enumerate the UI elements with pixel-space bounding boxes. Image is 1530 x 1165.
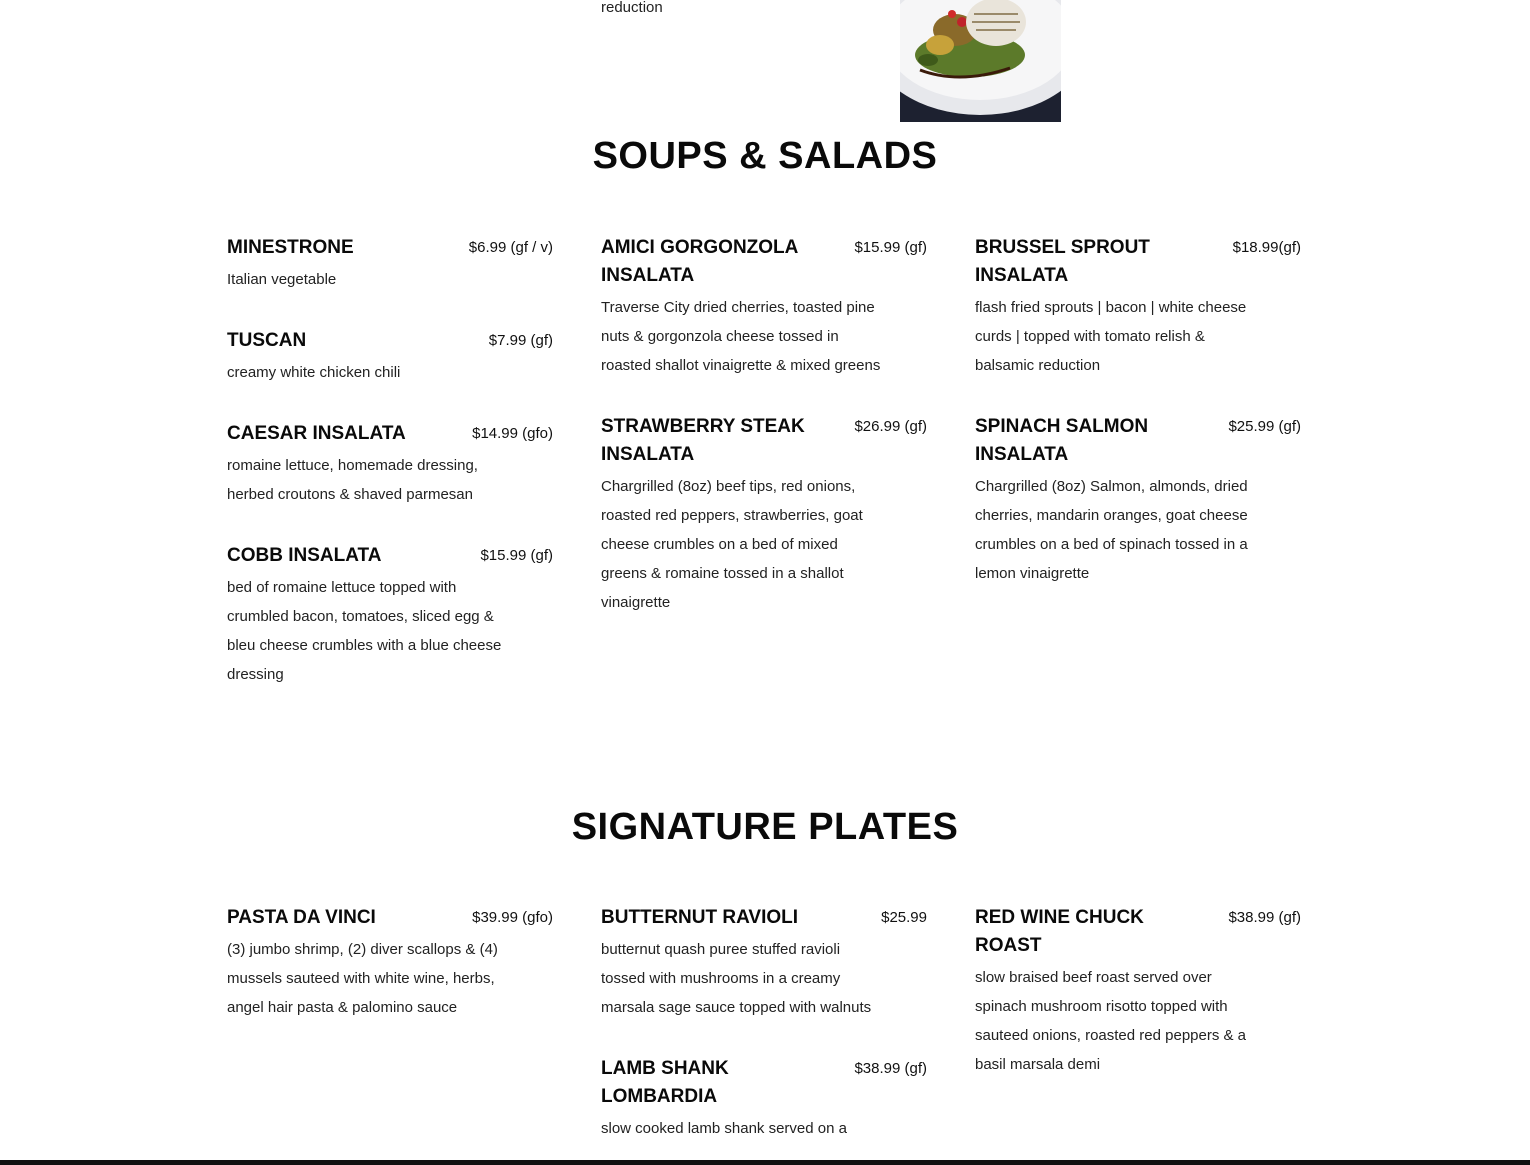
menu-column bbox=[227, 904, 553, 1143]
menu-column bbox=[601, 904, 927, 1143]
item-name: MINESTRONE bbox=[227, 237, 354, 258]
item-price: $26.99 (gf) bbox=[854, 418, 927, 435]
item-price: $14.99 (gfo) bbox=[472, 425, 553, 442]
menu-grid-signature-plates bbox=[227, 904, 1303, 1143]
menu-column bbox=[227, 234, 553, 689]
bottom-edge-bar bbox=[0, 1160, 1530, 1165]
menu-item bbox=[601, 413, 927, 617]
item-description: slow braised beef roast served over spinach mushroom risotto topped with sauteed onions, roasted red peppers & a basil marsala demi bbox=[975, 969, 1247, 1073]
previous-section-fragment bbox=[0, 0, 1530, 125]
menu-item bbox=[227, 420, 553, 509]
menu-column bbox=[975, 904, 1301, 1143]
item-description-tail: reduction bbox=[601, 0, 663, 16]
item-description: slow cooked lamb shank served on a bbox=[601, 1120, 847, 1137]
plated-dish-photo bbox=[900, 0, 1061, 122]
item-description: Chargrilled (8oz) beef tips, red onions, roasted red peppers, strawberries, goat cheese crumbles on a bed of mixed greens & romaine tossed in a shallot vinaigrette bbox=[601, 478, 863, 611]
item-name: SPINACH SALMON INSALATA bbox=[975, 416, 1149, 465]
item-price: $6.99 (gf / v) bbox=[468, 239, 553, 256]
menu-item bbox=[227, 904, 553, 1022]
item-name: STRAWBERRY STEAK INSALATA bbox=[601, 416, 805, 465]
menu-item bbox=[227, 234, 553, 294]
menu-item bbox=[975, 234, 1301, 380]
menu-item bbox=[601, 234, 927, 380]
menu-grid-soups-salads bbox=[227, 234, 1303, 689]
item-description: creamy white chicken chili bbox=[227, 364, 401, 381]
item-price: $18.99(gf) bbox=[1232, 239, 1301, 256]
section-title-soups-salads: SOUPS & SALADS bbox=[592, 135, 938, 177]
item-price: $7.99 (gf) bbox=[488, 332, 553, 349]
menu-item bbox=[975, 904, 1301, 1079]
item-name: COBB INSALATA bbox=[227, 545, 382, 566]
menu-item bbox=[601, 904, 927, 1022]
item-name: BRUSSEL SPROUT INSALATA bbox=[975, 237, 1150, 286]
item-name: BUTTERNUT RAVIOLI bbox=[601, 907, 799, 928]
item-description: bed of romaine lettuce topped with crumbled bacon, tomatoes, sliced egg & bleu cheese crumbles with a blue cheese dressing bbox=[227, 579, 502, 683]
item-price: $15.99 (gf) bbox=[854, 239, 927, 256]
section-title-signature-plates: SIGNATURE PLATES bbox=[571, 806, 959, 848]
item-price: $25.99 (gf) bbox=[1228, 418, 1301, 435]
menu-item bbox=[601, 1055, 927, 1143]
item-name: PASTA DA VINCI bbox=[227, 907, 376, 928]
item-description: Chargrilled (8oz) Salmon, almonds, dried cherries, mandarin oranges, goat cheese crumbles on a bed of spinach tossed in a lemon vinaigrette bbox=[975, 478, 1248, 582]
item-name: RED WINE CHUCK ROAST bbox=[975, 907, 1144, 956]
item-name: LAMB SHANK LOMBARDIA bbox=[601, 1058, 729, 1107]
menu-item bbox=[227, 327, 553, 387]
menu-item bbox=[975, 413, 1301, 588]
menu-column bbox=[601, 234, 927, 689]
menu-column bbox=[975, 234, 1301, 689]
item-price: $15.99 (gf) bbox=[480, 547, 553, 564]
menu-item bbox=[227, 542, 553, 689]
item-description: romaine lettuce, homemade dressing, herbed croutons & shaved parmesan bbox=[227, 457, 478, 503]
item-price: $38.99 (gf) bbox=[854, 1060, 927, 1077]
item-description: (3) jumbo shrimp, (2) diver scallops & (4) mussels sauteed with white wine, herbs, angel hair pasta & palomino sauce bbox=[227, 941, 498, 1016]
item-description: flash fried sprouts | bacon | white cheese curds | topped with tomato relish & balsamic reduction bbox=[975, 299, 1247, 374]
item-price: $25.99 bbox=[881, 909, 927, 926]
item-name: AMICI GORGONZOLA INSALATA bbox=[601, 237, 798, 286]
item-name: TUSCAN bbox=[227, 330, 307, 351]
item-description: Italian vegetable bbox=[227, 271, 337, 288]
item-name: CAESAR INSALATA bbox=[227, 423, 406, 444]
item-price: $38.99 (gf) bbox=[1228, 909, 1301, 926]
item-description: Traverse City dried cherries, toasted pine nuts & gorgonzola cheese tossed in roasted shallot vinaigrette & mixed greens bbox=[601, 299, 881, 374]
item-price: $39.99 (gfo) bbox=[472, 909, 553, 926]
item-description: butternut quash puree stuffed ravioli tossed with mushrooms in a creamy marsala sage sauce topped with walnuts bbox=[601, 941, 872, 1016]
